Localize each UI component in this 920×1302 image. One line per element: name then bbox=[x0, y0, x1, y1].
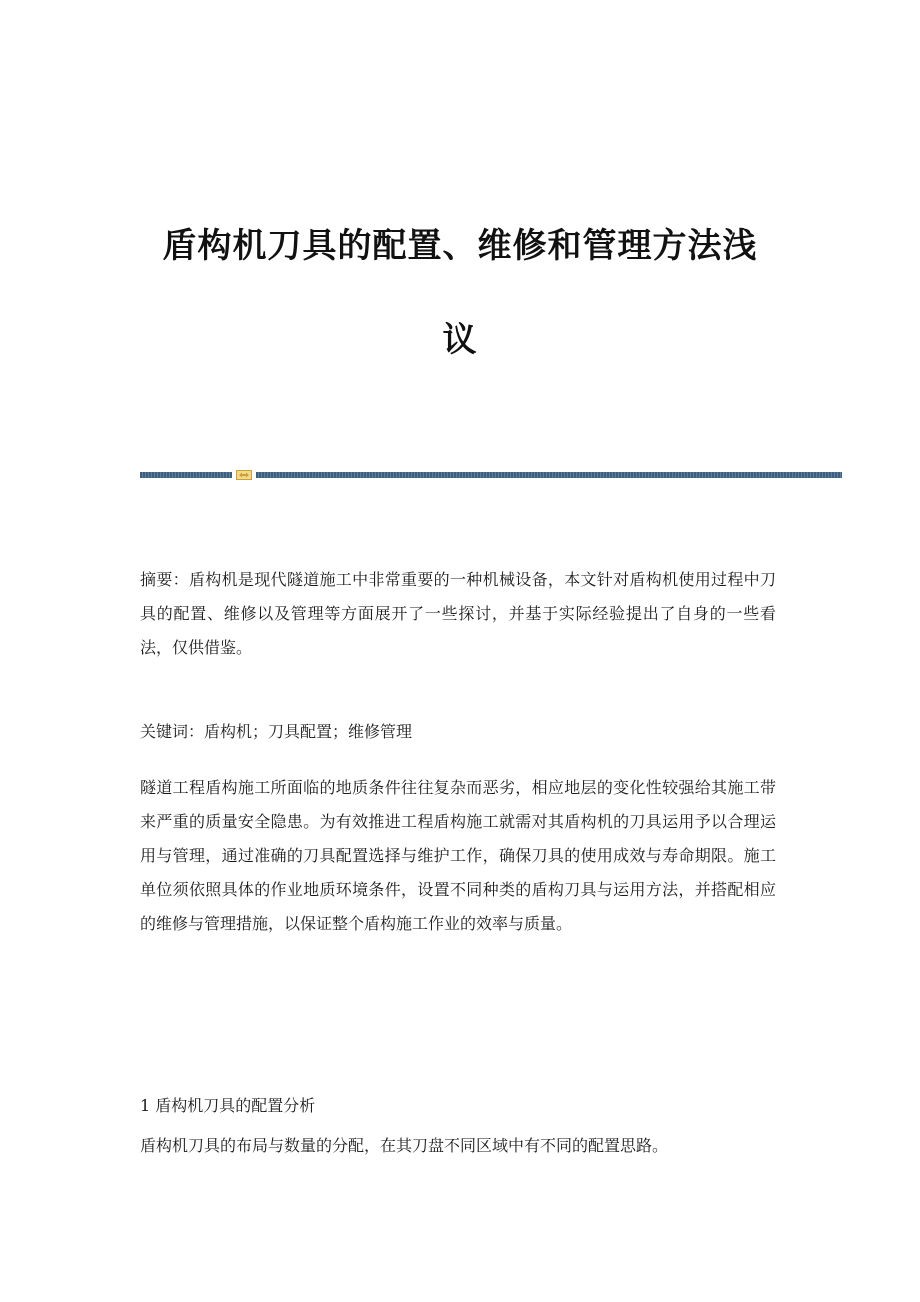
keywords-paragraph: 关键词：盾构机；刀具配置；维修管理 bbox=[140, 722, 413, 741]
title-divider bbox=[140, 470, 842, 480]
body-paragraph-1: 隧道工程盾构施工所面临的地质条件往往复杂而恶劣，相应地层的变化性较强给其施工带来严重的质量安全隐患。为有效推进工程盾构施工就需对其盾构机的刀具运用予以合理运用与管理，通过准确的刀具配置选择与维护工作，确保刀具的使用成效与寿命期限。施工单位须依照具体的作业地质环境条件，设置不同种类的盾构刀具与运用方法，并搭配相应的维修与管理措施，以保证整个盾构施工作业的效率与质量。 bbox=[140, 778, 776, 933]
section-heading-1: 1 盾构机刀具的配置分析 bbox=[140, 1096, 316, 1115]
divider-ornament-icon bbox=[236, 470, 252, 480]
abstract-paragraph: 摘要：盾构机是现代隧道施工中非常重要的一种机械设备，本文针对盾构机使用过程中刀具的配置、维修以及管理等方面展开了一些探讨，并基于实际经验提出了自身的一些看法，仅供借鉴。 bbox=[140, 570, 776, 657]
document-title-line-2: 议 bbox=[442, 320, 478, 360]
document-title-line-1: 盾构机刀具的配置、维修和管理方法浅 bbox=[162, 226, 758, 266]
divider-bar-right bbox=[256, 472, 842, 478]
body-paragraph-2: 盾构机刀具的布局与数量的分配，在其刀盘不同区域中有不同的配置思路。 bbox=[140, 1136, 669, 1155]
divider-bar-left bbox=[140, 472, 232, 478]
